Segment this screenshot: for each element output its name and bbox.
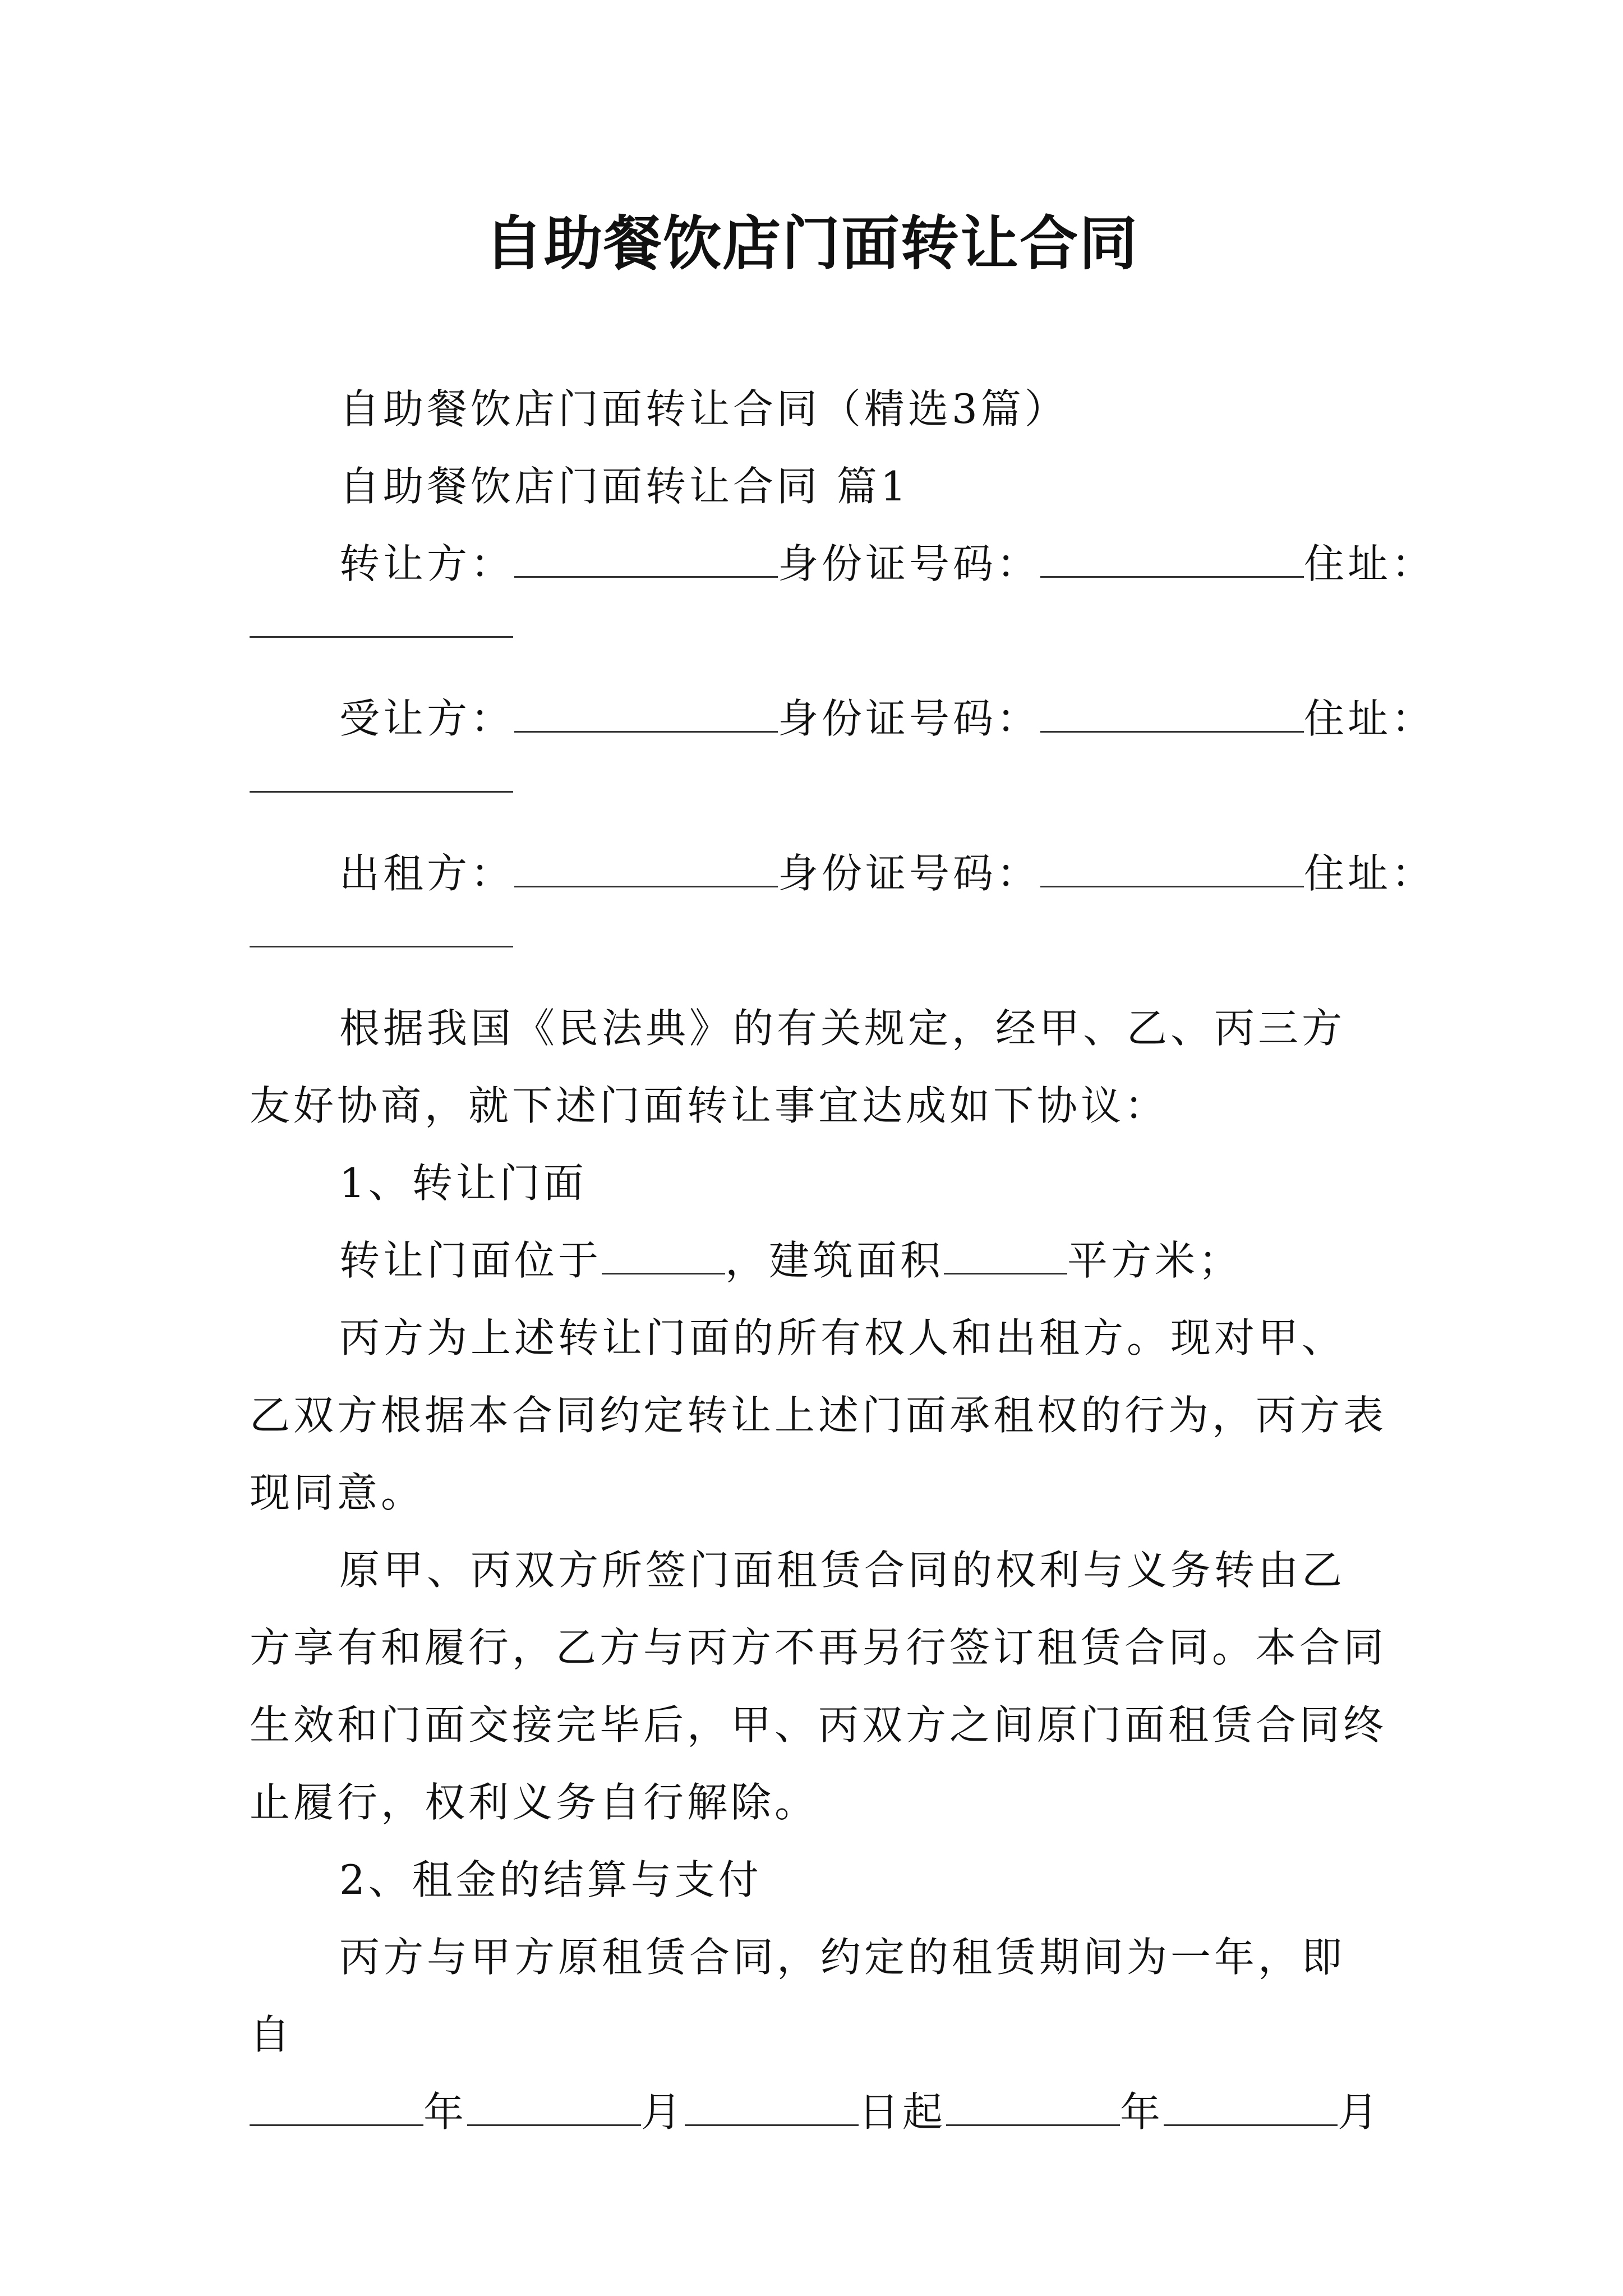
name-blank: [514, 875, 778, 887]
id-blank: [1040, 720, 1304, 733]
month-blank: [467, 2113, 641, 2126]
intro-paragraph: 根据我国《民法典》的有关规定，经甲、乙、丙三方友好协商，就下述门面转让事宜达成如下协议：: [250, 1005, 1346, 1129]
month-blank: [1164, 2113, 1338, 2126]
id-blank: [1040, 875, 1304, 887]
address-label: 住址：: [1304, 540, 1436, 587]
name-blank: [514, 565, 778, 578]
date-unit: 日起: [859, 2088, 947, 2136]
location-line: [250, 1222, 1388, 1299]
address-label: 住址：: [1304, 695, 1436, 742]
area-blank: [944, 1262, 1067, 1274]
part-heading: 自助餐饮店门面转让合同 篇1: [339, 463, 910, 510]
address-blank-line: [250, 602, 1388, 680]
year-blank: [946, 2113, 1120, 2126]
party-line: [250, 835, 1436, 912]
party-role: 转让方：: [339, 540, 515, 587]
document-body: [250, 370, 1436, 2151]
party-role: 出租方：: [339, 850, 515, 897]
subtitle: 自助餐饮店门面转让合同（精选3篇）: [339, 385, 1068, 432]
section-2-paragraph: 丙方与甲方原租赁合同，约定的租赁期间为一年，即自: [250, 1934, 1346, 2058]
location-blank: [602, 1262, 725, 1274]
date-unit: 月: [1338, 2088, 1382, 2136]
party-line: [250, 525, 1436, 602]
address-blank-line: [250, 912, 1388, 990]
address-blank: [250, 780, 513, 793]
year-blank: [250, 2113, 423, 2126]
area-prefix: ，建筑面积: [725, 1237, 944, 1284]
address-label: 住址：: [1304, 850, 1436, 897]
name-blank: [514, 720, 778, 733]
id-label: 身份证号码：: [778, 540, 1041, 587]
date-unit: 月: [641, 2088, 685, 2136]
date-line: [250, 2073, 1388, 2151]
party-role: 受让方：: [339, 695, 515, 742]
section-1-heading: 1、转让门面: [339, 1159, 587, 1207]
area-suffix: 平方米；: [1067, 1237, 1243, 1284]
id-label: 身份证号码：: [778, 850, 1041, 897]
location-prefix: 转让门面位于: [339, 1237, 602, 1284]
day-blank: [685, 2113, 859, 2126]
address-blank-line: [250, 757, 1388, 835]
address-blank: [250, 625, 513, 638]
section-2-heading: 2、租金的结算与支付: [339, 1856, 762, 1903]
id-blank: [1040, 565, 1304, 578]
address-blank: [250, 935, 513, 947]
document-title: 自助餐饮店门面转让合同: [484, 209, 1138, 278]
date-unit: 年: [423, 2088, 468, 2136]
section-1-paragraph: 原甲、丙双方所签门面租赁合同的权利与义务转由乙方享有和履行，乙方与丙方不再另行签订租赁合同。本合同生效和门面交接完毕后，甲、丙双方之间原门面租赁合同终止履行，权利义务自行解除。: [250, 1547, 1387, 1826]
id-label: 身份证号码：: [778, 695, 1041, 742]
section-1-paragraph: 丙方为上述转让门面的所有权人和出租方。现对甲、乙双方根据本合同约定转让上述门面承租权的行为，丙方表现同意。: [250, 1314, 1387, 1516]
date-unit: 年: [1120, 2088, 1164, 2136]
party-line: [250, 680, 1436, 757]
